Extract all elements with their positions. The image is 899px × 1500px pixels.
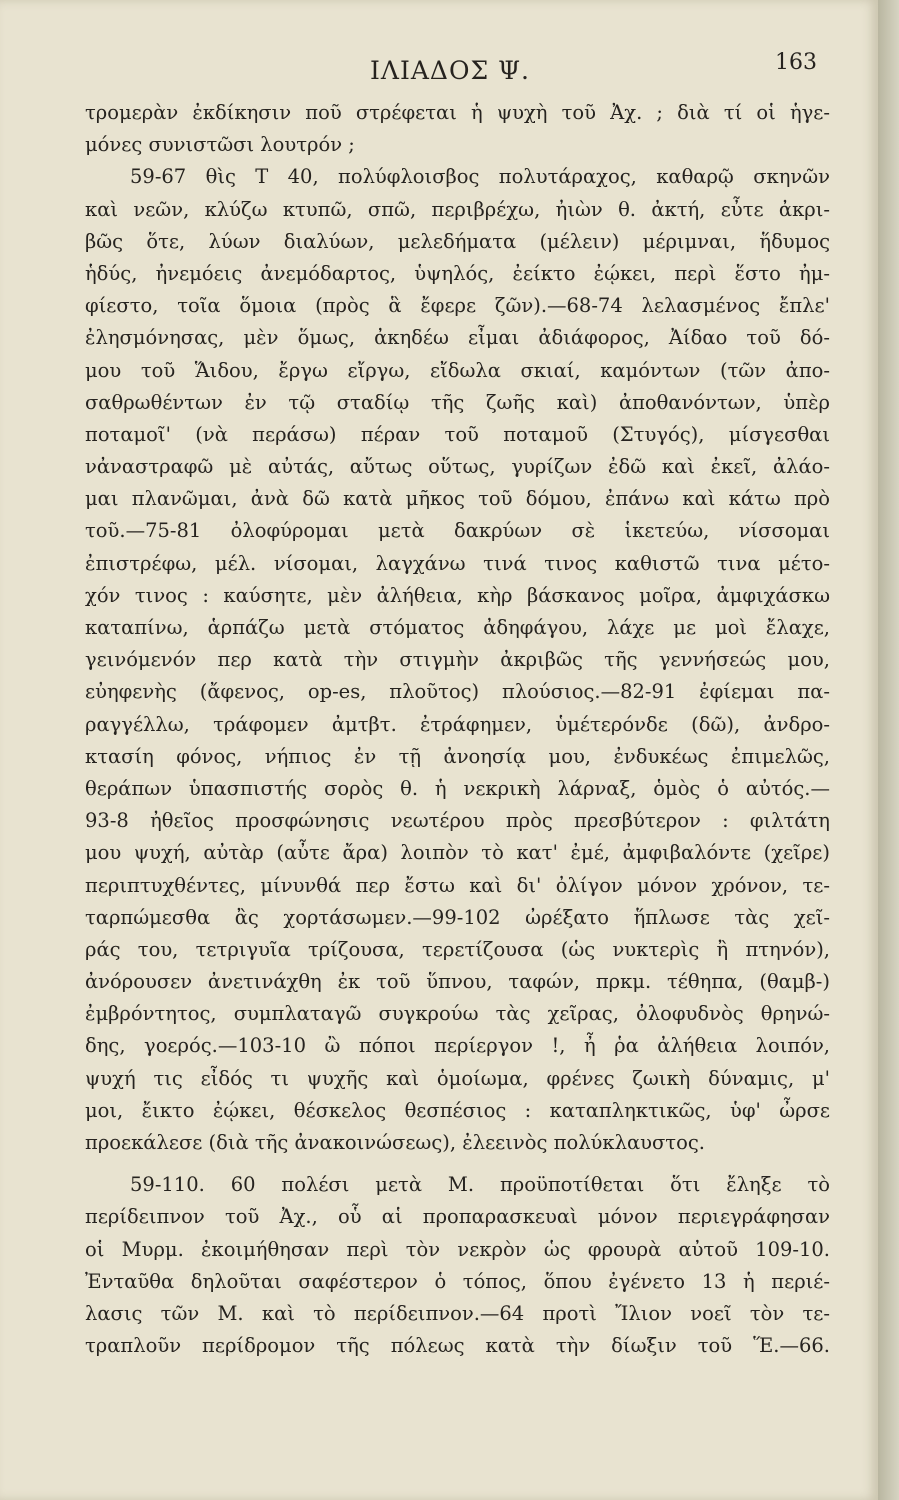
page-edge — [878, 0, 899, 1500]
text-line: τοῦ.—75-81 ὀλοφύρομαι μετὰ δακρύων σὲ ἱκετεύω, νίσσομαι — [85, 519, 830, 543]
text-line: ἐμβρόντητος, συμπλαταγῶ συγκρούω τὰς χεῖρας, ὀλοφυδνὸς θρηνώ- — [85, 1002, 830, 1026]
text-line: τραπλοῦν περίδρομον τῆς πόλεως κατὰ τὴν δίωξιν τοῦ Ἕ.—66. — [85, 1334, 830, 1358]
text-line: κτασίη φόνος, νήπιος ἐν τῇ ἀνοησίᾳ μου, ἐνδυκέως ἐπιμελῶς, — [85, 744, 830, 768]
running-head: ΙΛΙΑΔΟΣ Ψ. — [370, 56, 530, 85]
text-line: μοι, ἔικτο ἐῴκει, θέσκελος θεσπέσιος : καταπληκτικῶς, ὑφ' ὦρσε — [85, 1098, 830, 1122]
text-line: μαι πλανῶμαι, ἀνὰ δῶ κατὰ μῆκος τοῦ δόμου, ἐπάνω καὶ κάτω πρὸ — [85, 487, 830, 511]
text-line: 59-110. 60 πολέσι μετὰ Μ. προϋποτίθεται ὅτι ἔληξε τὸ — [130, 1173, 830, 1197]
text-line: σαθρωθέντων ἐν τῷ σταδίῳ τῆς ζωῆς καὶ) ἀποθανόντων, ὑπὲρ — [85, 390, 830, 414]
text-line: εὐηφενὴς (ἄφενος, op-es, πλοῦτος) πλούσιος.—82-91 ἐφίεμαι πα- — [85, 680, 830, 704]
text-line: ἡδύς, ἠνεμόεις ἀνεμόδαρτος, ὑψηλός, ἐείκτο ἐῴκει, περὶ ἕστο ἠμ- — [85, 261, 830, 285]
text-line: προεκάλεσε (διὰ τῆς ἀνακοινώσεως), ἐλεεινὸς πολύκλαυστος. — [85, 1131, 705, 1154]
text-line: νἀναστραφῶ μὲ αὐτάς, αὔτως οὕτως, γυρίζων ἐδῶ καὶ ἐκεῖ, ἀλάο- — [85, 455, 830, 479]
text-line: μου ψυχή, αὐτὰρ (αὖτε ἄρα) λοιπὸν τὸ κατ' ἐμέ, ἀμφιβαλόντε (χεῖρε) — [85, 841, 830, 865]
text-line: τρομερὰν ἐκδίκησιν ποῦ στρέφεται ἡ ψυχὴ τοῦ Ἀχ. ; διὰ τί οἱ ἡγε- — [85, 101, 830, 124]
text-line: ράς του, τετριγυῖα τρίζουσα, τερετίζουσα (ὡς νυκτερὶς ἢ πτηνόν), — [85, 937, 830, 961]
text-line: ἐλησμόνησας, μὲν ὅμως, ἀκηδέω εἶμαι ἀδιάφορος, Ἀίδαο τοῦ δό- — [85, 326, 830, 350]
text-line: ἀνόρουσεν ἀνετινάχθη ἐκ τοῦ ὕπνου, ταφών, πρκμ. τέθηπα, (θαμβ-) — [85, 970, 830, 994]
text-line: λασις τῶν Μ. καὶ τὸ περίδειπνον.—64 προτὶ Ἴλιον νοεῖ τὸν τε- — [85, 1301, 830, 1325]
text-line: ποταμοῖ' (νὰ περάσω) πέραν τοῦ ποταμοῦ (Στυγός), μίσγεσθαι — [85, 422, 830, 446]
text-line: χόν τινος : καύσητε, μὲν ἀλήθεια, κὴρ βάσκανος μοῖρα, ἀμφιχάσκω — [85, 583, 830, 607]
text-line: φίεστο, τοῖα ὅμοια (πρὸς ἃ ἔφερε ζῶν).—68-74 λελασμένος ἔπλε' — [85, 294, 830, 318]
text-line: γεινόμενόν περ κατὰ τὴν στιγμὴν ἀκριβῶς τῆς γεννήσεώς μου, — [85, 648, 830, 672]
text-line: περίδειπνον τοῦ Ἀχ., οὗ αἱ προπαρασκευαὶ μόνον περιεγράφησαν — [85, 1205, 830, 1229]
text-line: καὶ νεῶν, κλύζω κτυπῶ, σπῶ, περιβρέχω, ἠιὼν θ. ἀκτή, εὖτε ἀκρι- — [85, 197, 830, 221]
text-line: Ἐνταῦθα δηλοῦται σαφέστερον ὁ τόπος, ὅπου ἐγένετο 13 ἡ περιέ- — [85, 1269, 830, 1293]
text-line: θεράπων ὑπασπιστής σορὸς θ. ἡ νεκρικὴ λάρναξ, ὁμὸς ὁ αὐτός.— — [85, 776, 830, 800]
text-line: δης, γοερός.—103-10 ὢ πόποι περίεργον !, ἦ ῥα ἀλήθεια λοιπόν, — [85, 1034, 830, 1058]
text-line: 93-8 ἠθεῖος προσφώνησις νεωτέρου πρὸς πρεσβύτερον : φιλτάτη — [85, 809, 830, 833]
page-header — [0, 48, 878, 88]
text-line: μου τοῦ Ἅιδου, ἔργω εἴργω, εἴδωλα σκιαί, καμόντων (τῶν ἀπο- — [85, 358, 830, 382]
text-line: 59-67 θὶς Τ 40, πολύφλοισβος πολυτάραχος, καθαρῷ σκηνῶν — [130, 165, 830, 189]
commentary-text — [85, 97, 830, 1362]
text-line: περιπτυχθέντες, μίνυνθά περ ἔστω καὶ δι' ὀλίγον μόνον χρόνον, τε- — [85, 873, 830, 897]
text-line: ψυχή τις εἶδός τι ψυχῆς καὶ ὁμοίωμα, φρένες ζωικὴ δύναμις, μ' — [85, 1066, 830, 1090]
text-line: οἱ Μυρμ. ἐκοιμήθησαν περὶ τὸν νεκρὸν ὡς φρουρὰ αὐτοῦ 109-10. — [85, 1237, 830, 1261]
text-line: ταρπώμεσθα ἂς χορτάσωμεν.—99-102 ὠρέξατο ἥπλωσε τὰς χεῖ- — [85, 905, 830, 929]
page-number: 163 — [775, 50, 817, 75]
text-line: καταπίνω, ἁρπάζω μετὰ στόματος ἀδηφάγου, λάχε με μοὶ ἔλαχε, — [85, 616, 830, 639]
text-line: βῶς ὅτε, λύων διαλύων, μελεδήματα (μέλειν) μέριμναι, ἥδυμος — [85, 229, 830, 253]
text-line: μόνες συνιστῶσι λουτρόν ; — [85, 133, 355, 157]
text-line: ραγγέλλω, τράφομεν ἀμτβτ. ἐτράφημεν, ὑμέτερόνδε (δῶ), ἀνδρο- — [85, 712, 830, 736]
text-line: ἐπιστρέφω, μέλ. νίσομαι, λαγχάνω τινά τινος καθιστῶ τινα μέτο- — [85, 551, 830, 575]
